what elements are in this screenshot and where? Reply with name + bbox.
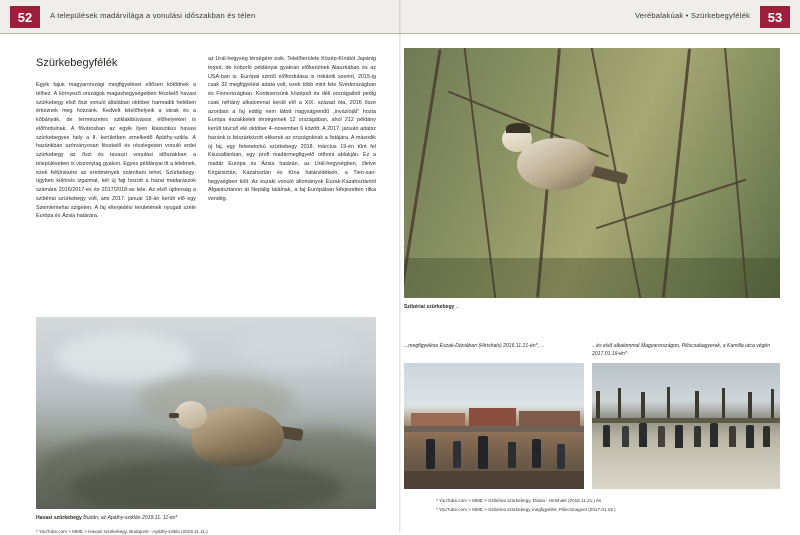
- caption-2-bold: Szibériai szürkebegy: [404, 304, 455, 310]
- left-page: [0, 34, 400, 533]
- source-note-right-2: * YouTube.com > MME > Szibériai szürkebegy megfigyelés, Piliscsmagvet (2017.01.19.): [436, 507, 616, 512]
- caption-figure-4: [592, 343, 780, 358]
- figure-havasi-szurkebegy: [36, 317, 376, 509]
- caption-2-rest: ...: [454, 304, 461, 310]
- body-column-1: Egyik fajuk magyarországi megfigyelései eltősen kötődnek a télhez. A környező országok magashegységeiben fészkelő havasi szürkebegy első őszi vonuló általában október harmadik hetében érkeznek meg hozzánk. Kedvelt telelőhelyeik a várak és a kőbányák, de természetes sziklakibúvásos élőhelyeken is előfordulnak. A fővárosban az egyik ilyen klasszikus havasi szürkebegyes hely a II. kerületben emelkedő Apáthy-szikla. A hazánkban szórványosan fészkelő és részlegesen vonuló erdei szürkebegy az őszi és tavaszi vonulási időszakban a településeken is viszonylag gyakori. Egyes példányai itt a teleknek, ezek feltűnésére az eredmények számítani lehet. Szürkebegy-ügyben különös izgalmat, két új fajt hozott a hazai madarászok számára 2016/2017-es és 2017/2018-as tele. Az első újdonság a szibériai szürkebegy volt, ami 2017. január 18-án került elő egy Szemlemehai szigeten. A faj elterjedési területének nyugati széle Európa és Ázsia határára,: [36, 82, 197, 220]
- caption-1-rest: Budán, az Apáthy-sziklán 2019.11. 11-én*: [81, 515, 178, 521]
- figure-hirtshals-crowd: [404, 363, 584, 489]
- running-head-left: A települések madárvilága a vonulási időszakban és télen: [50, 11, 256, 20]
- caption-figure-1: [36, 515, 366, 523]
- source-note-left: * YouTube.com > MME > Havasi szürkebegy, Budapest - Apáthy-szikla (2019.11.11.): [36, 529, 208, 534]
- caption-1-bold: Havasi szürkebegy: [36, 515, 82, 521]
- section-title: Szürkebegyfélék: [36, 57, 118, 69]
- source-note-right-1: * YouTube.com > MME > Szibériai szürkebegy, Dánia - Hirtshals (2016.11.21.) és: [436, 498, 602, 503]
- caption-figure-2: [404, 304, 584, 312]
- body-column-2: az Urál-hegység térségére esik. Telelőterülete Közép-Kínától Japánig terjed, de kóborló példányai gyakran előkerülnek Alaszkában és az USA-ban is. Európai szintű előfordulása is mikánik szerint, 2015-ig csak 32 megfigyelési adata volt, ezek több mint fele Svédországban és Finnországban. Kontinensünk középső és déli országaiból pedig csak néhány alkalommal került elő a XIX. század óta, 2016 ősze azonban a faj eddig nem látott nagyságrendű „invázióját” hozta Európa északkeleti térségeinek 12 országában, ahol 212 példány került távcső elé október 4–november 6 között. A 2017. januári adatsz hazánk is felszárkózott ekkerek az országoknak a listájára. A második új faj, egy feketetorkú szürkebegy 2018. március 19-én tűnt fel Kiszsallánban, egy profi madármegfigyelő otthoni ablakján. Ez a madár Európa és Ázsia határán, az Urál-hegységben, illetve Kirgizisztán, Kazahsztán és Kína határvidékein, a Tien-san-hegységben költ. Az északi vonuló állományok Észak-Kazahsztántól Afganisztánon át Nepálig találnak, a faj Európában kifejezetten ritka vendég.: [208, 56, 376, 202]
- running-head-right: Verébalakúak • Szürkebegyfélék: [634, 11, 750, 20]
- page-number-left: 52: [10, 6, 40, 28]
- figure-piliscsaba-crowd: [592, 363, 780, 489]
- caption-4-text: ...és első alkalommal Magyarországon, Piliscsabagyerek, a Kamilla utca végén 2017.01.19-én*: [592, 343, 771, 357]
- page-number-right: 53: [760, 6, 790, 28]
- caption-3-text: ...megfigyelése Észak-Dániában (Hirtshals) 2016.11.21-én*, ...: [404, 343, 545, 349]
- spread-gutter: [399, 0, 401, 533]
- caption-figure-3: [404, 343, 584, 351]
- figure-sziberiai-szurkebegy: [404, 48, 780, 298]
